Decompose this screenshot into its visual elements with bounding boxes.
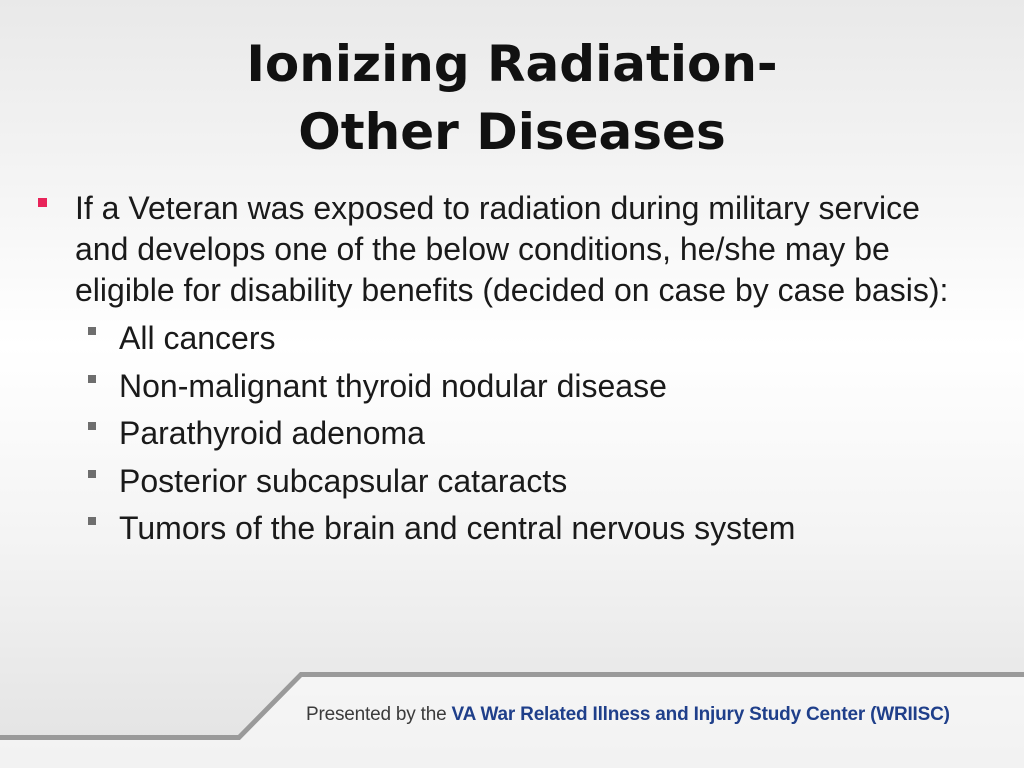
sub-bullet-text: Non-malignant thyroid nodular disease: [119, 367, 667, 404]
sub-bullet-text: Parathyroid adenoma: [119, 415, 425, 451]
footer-credit: [306, 704, 950, 726]
sub-bullet-text: All cancers: [119, 320, 276, 356]
sub-bullet-text: Posterior subcapsular cataracts: [119, 462, 568, 499]
title-line-2: Other Diseases: [298, 103, 726, 161]
footer-prefix: Presented by the: [306, 704, 447, 725]
main-bullet-text: If a Veteran was exposed to radiation during military service and develops one of the below conditions, he/she may be eligible for disability benefits (decided on case by case basis):: [75, 190, 949, 308]
footer-organization: VA War Related Illness and Injury Study Center (WRIISC): [451, 704, 950, 725]
sub-bullet-text: Tumors of the brain and central nervous system: [119, 510, 796, 546]
title-line-1: Ionizing Radiation-: [246, 35, 778, 93]
